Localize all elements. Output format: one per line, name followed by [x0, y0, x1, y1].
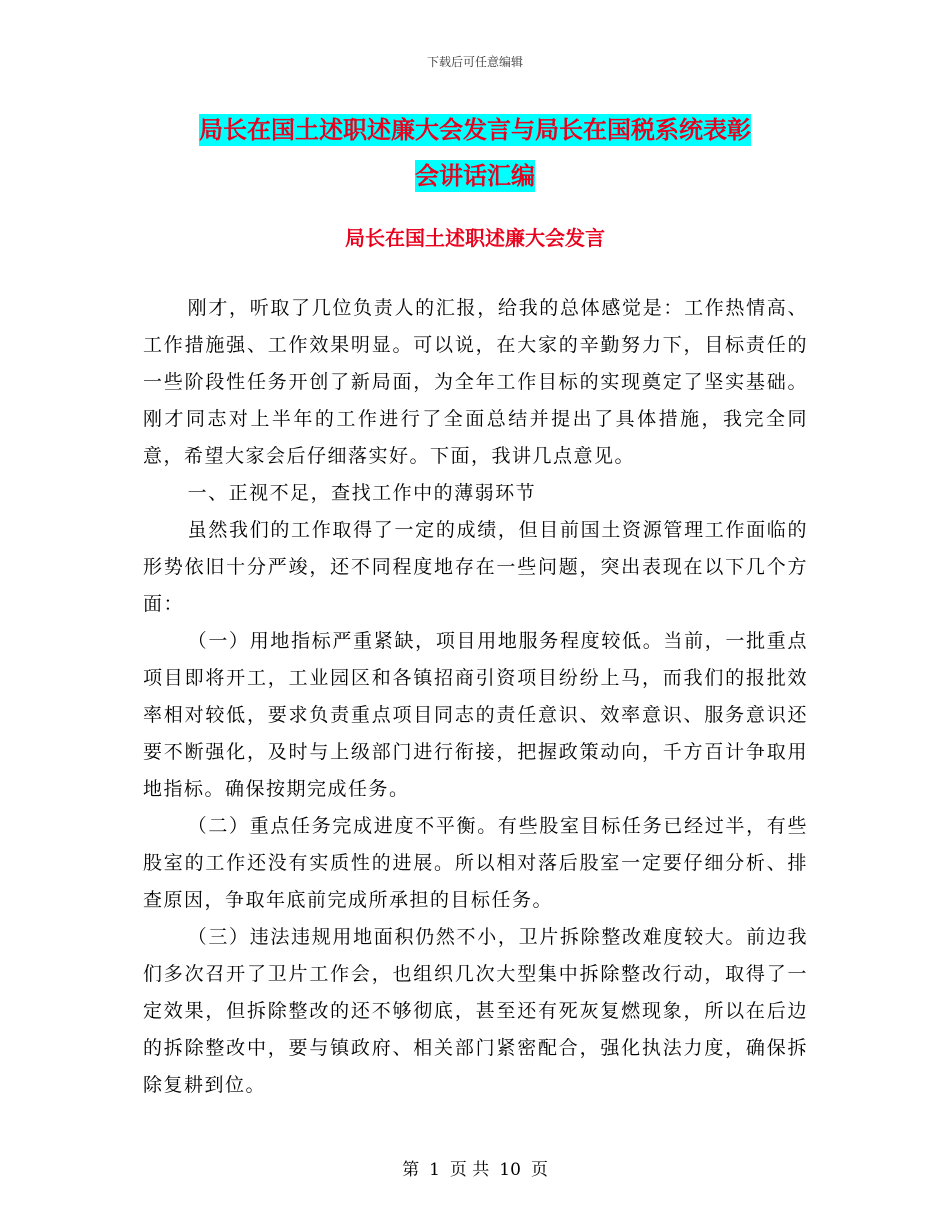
page-footer	[0, 1155, 950, 1180]
section-title: 局长在国土述职述廉大会发言	[345, 226, 605, 250]
paragraph: 刚才，听取了几位负责人的汇报，给我的总体感觉是：工作热情高、工作措施强、工作效果明显。可以说，在大家的辛勤努力下，目标责任的一些阶段性任务开创了新局面，为全年工作目标的实现奠定了坚实基础。刚才同志对上半年的工作进行了全面总结并提出了具体措施，我完全同意，希望大家会后仔细落实好。下面，我讲几点意见。	[143, 297, 808, 467]
paragraph: （一）用地指标严重紧缺，项目用地服务程度较低。当前，一批重点项目即将开工，工业园区和各镇招商引资项目纷纷上马，而我们的报批效率相对较低，要求负责重点项目同志的责任意识、效率意识、服务意识还要不断强化，及时与上级部门进行衔接，把握政策动向，千方百计争取用地指标。确保按期完成任务。	[143, 630, 808, 800]
footer-middle: 页 共	[449, 1160, 490, 1180]
paragraph: 一、正视不足，查找工作中的薄弱环节	[187, 482, 537, 504]
paragraph: （二）重点任务完成进度不平衡。有些股室目标任务已经过半，有些股室的工作还没有实质性的进展。所以相对落后股室一定要仔细分析、排查原因，争取年底前完成所承担的目标任务。	[143, 815, 808, 911]
paragraph: （三）违法违规用地面积仍然不小，卫片拆除整改难度较大。前边我们多次召开了卫片工作会，也组织几次大型集中拆除整改行动，取得了一定效果，但拆除整改的还不够彻底，甚至还有死灰复燃现象，所以在后边的拆除整改中，要与镇政府、相关部门紧密配合，强化执法力度，确保拆除复耕到位。	[143, 926, 808, 1096]
title-line-1: 局长在国土述职述廉大会发言与局长在国税系统表彰	[199, 116, 751, 144]
document-title	[140, 107, 810, 199]
footer-prefix: 第	[402, 1160, 420, 1180]
footer-total-pages: 10	[499, 1160, 521, 1180]
body-text	[143, 290, 808, 1104]
footer-page-number: 1	[429, 1160, 440, 1180]
title-line-2: 会讲话汇编	[415, 162, 535, 190]
paragraph: 虽然我们的工作取得了一定的成绩，但目前国土资源管理工作面临的形势依旧十分严竣，还不同程度地存在一些问题，突出表现在以下几个方面：	[143, 519, 808, 615]
header-note: 下载后可任意编辑	[426, 55, 523, 69]
footer-suffix: 页	[530, 1160, 548, 1180]
